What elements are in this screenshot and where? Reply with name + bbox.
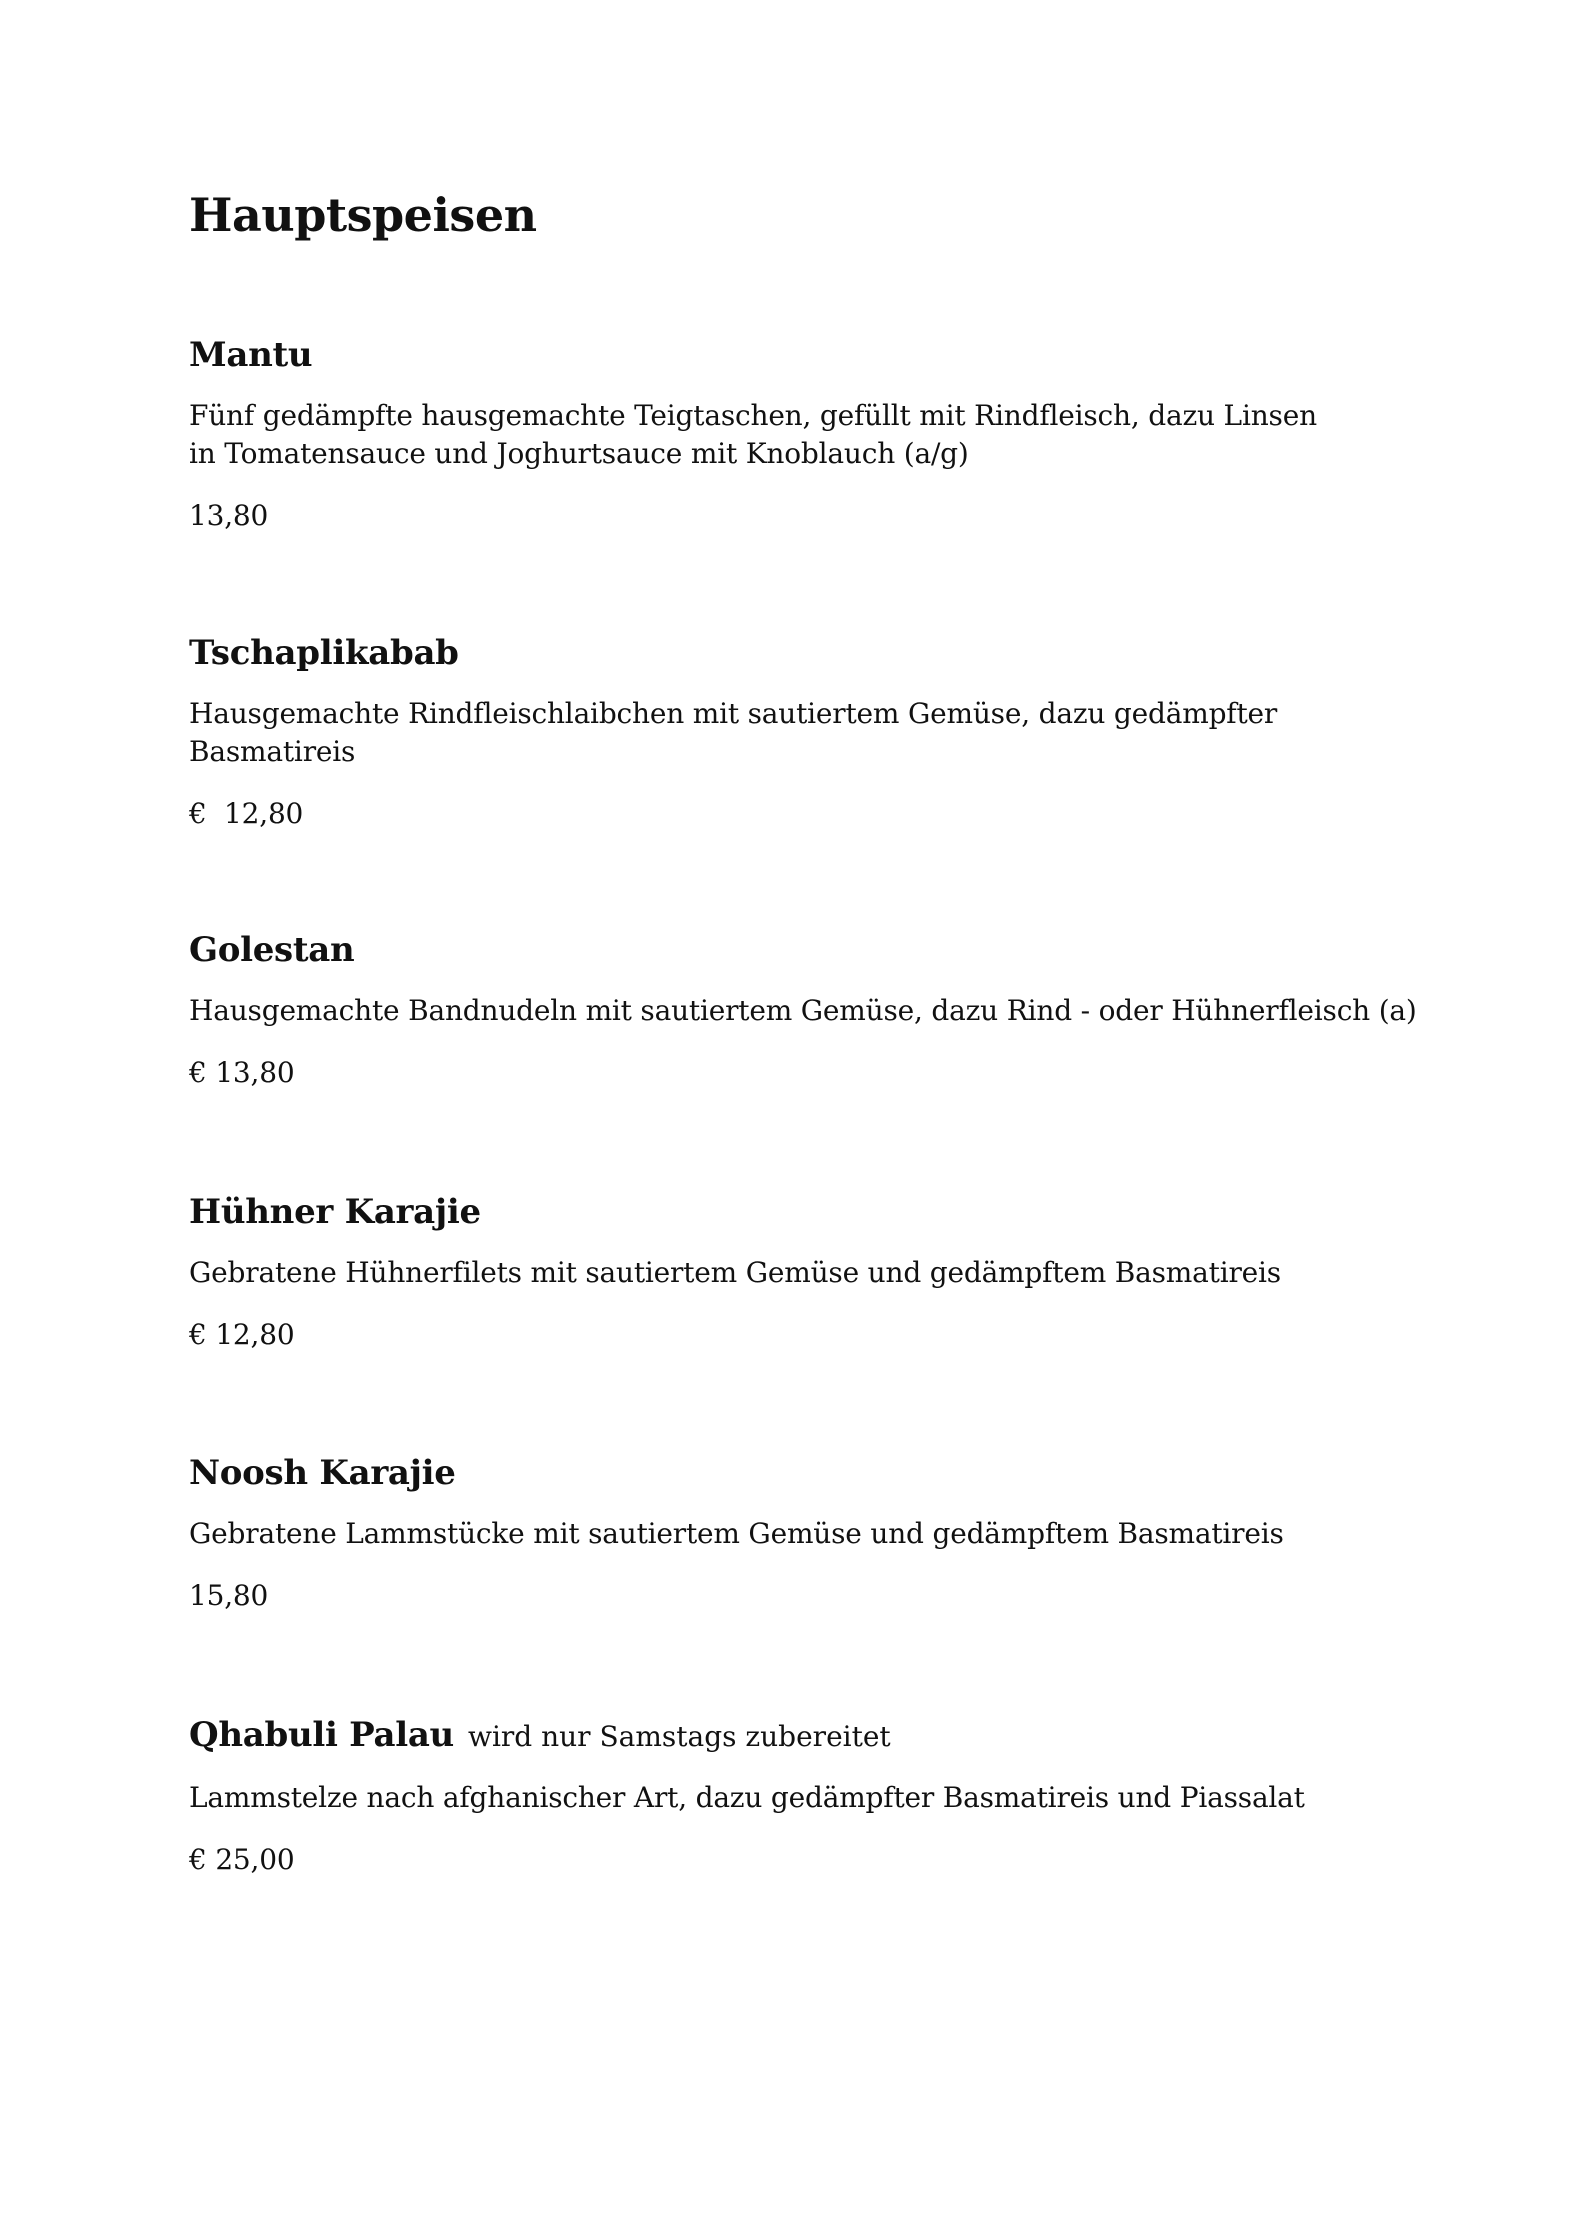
item-description: Gebratene Hühnerfilets mit sautiertem Gemüse und gedämpftem Basmatireis bbox=[189, 1256, 1281, 1289]
menu-item-tschaplikabab bbox=[189, 631, 1419, 833]
item-description: Lammstelze nach afghanischer Art, dazu gedämpfter Basmatireis und Piassalat bbox=[189, 1781, 1305, 1814]
item-price: 13,80 bbox=[189, 499, 269, 532]
menu-item-qhabuli-palau bbox=[189, 1713, 1419, 1879]
item-name-text: Tschaplikabab bbox=[189, 633, 459, 673]
menu-item-mantu bbox=[189, 333, 1419, 535]
item-name bbox=[189, 333, 1419, 377]
menu-item-noosh-karajie bbox=[189, 1451, 1419, 1615]
item-name-text: Hühner Karajie bbox=[189, 1192, 481, 1232]
item-price: € 25,00 bbox=[189, 1843, 295, 1876]
item-note: wird nur Samstags zubereitet bbox=[467, 1720, 891, 1753]
item-description: Gebratene Lammstücke mit sautiertem Gemüse und gedämpftem Basmatireis bbox=[189, 1517, 1284, 1550]
item-description: Hausgemachte Bandnudeln mit sautiertem Gemüse, dazu Rind - oder Hühnerfleisch (a) bbox=[189, 994, 1417, 1027]
item-name-text: Noosh Karajie bbox=[189, 1453, 456, 1493]
item-name bbox=[189, 1713, 1419, 1759]
item-price: € 12,80 bbox=[189, 1318, 295, 1351]
item-description: Fünf gedämpfte hausgemachte Teigtaschen, gefüllt mit Rindfleisch, dazu Linsen in Tomatensauce und Joghurtsauce mit Knoblauch (a/g) bbox=[189, 399, 1317, 470]
item-price: € 13,80 bbox=[189, 1056, 295, 1089]
page-title: Hauptspeisen bbox=[189, 188, 537, 242]
item-name bbox=[189, 1190, 1419, 1234]
item-name bbox=[189, 928, 1419, 972]
item-name bbox=[189, 631, 1419, 675]
item-description: Hausgemachte Rindfleischlaibchen mit sautiertem Gemüse, dazu gedämpfter Basmatireis bbox=[189, 697, 1278, 768]
item-name-text: Golestan bbox=[189, 930, 355, 970]
item-name-text: Mantu bbox=[189, 335, 313, 375]
item-name-text: Qhabuli Palau bbox=[189, 1715, 454, 1755]
item-name bbox=[189, 1451, 1419, 1495]
menu-item-huehner-karajie bbox=[189, 1190, 1419, 1354]
item-price: € 12,80 bbox=[189, 797, 304, 830]
menu-item-golestan bbox=[189, 928, 1419, 1092]
item-price: 15,80 bbox=[189, 1579, 269, 1612]
